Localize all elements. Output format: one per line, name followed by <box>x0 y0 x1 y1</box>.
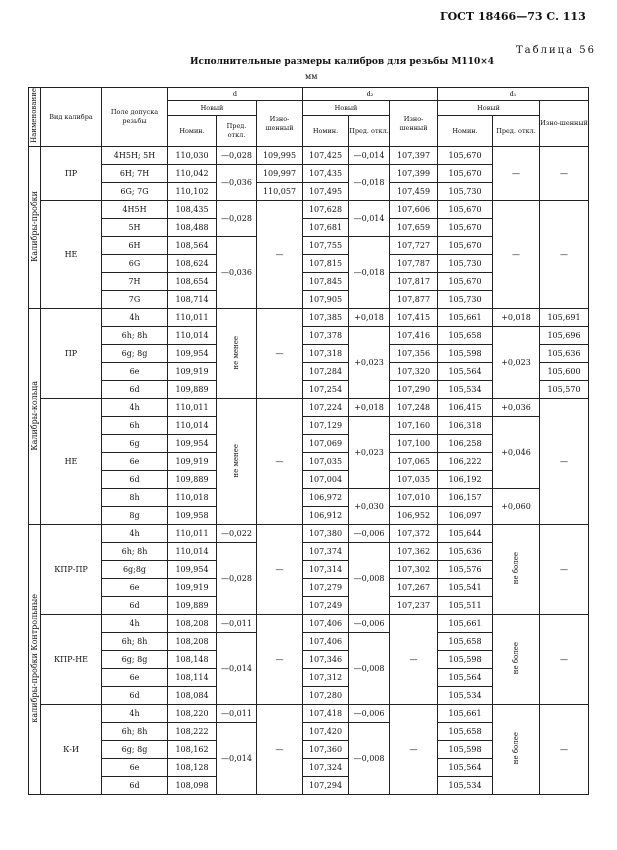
d1-nominal: 105,670 <box>438 219 493 237</box>
d2-nominal: 106,972 <box>303 489 349 507</box>
tolerance-cell: 6d <box>102 471 168 489</box>
d-nominal: 109,958 <box>168 507 217 525</box>
d-worn: — <box>257 399 303 525</box>
d2-worn: 107,237 <box>390 597 438 615</box>
d2-deviation: —0,006 <box>349 615 390 633</box>
kind-label: НЕ <box>41 201 102 309</box>
group-label: Калибры-пробки <box>29 147 41 309</box>
d2-nominal: 107,628 <box>303 201 349 219</box>
d2-worn: 107,787 <box>390 255 438 273</box>
d1-worn: 105,600 <box>540 363 589 381</box>
d2-nominal: 107,346 <box>303 651 349 669</box>
d2-worn: 107,290 <box>390 381 438 399</box>
d-nominal: 110,030 <box>168 147 217 165</box>
d1-nominal: 105,598 <box>438 651 493 669</box>
tolerance-cell: 4Н5Н; 5Н <box>102 147 168 165</box>
d2-worn: 107,399 <box>390 165 438 183</box>
d1-worn: 105,636 <box>540 345 589 363</box>
tolerance-cell: 6d <box>102 381 168 399</box>
d2-nominal: 107,318 <box>303 345 349 363</box>
header-d: d <box>168 88 303 101</box>
tolerance-cell: 8h <box>102 489 168 507</box>
d1-deviation: +0,018 <box>493 309 540 327</box>
d1-nominal: 105,670 <box>438 273 493 291</box>
d2-nominal: 107,420 <box>303 723 349 741</box>
d-worn: — <box>257 705 303 795</box>
d-nominal: 110,014 <box>168 417 217 435</box>
tolerance-cell: 7Н <box>102 273 168 291</box>
d-worn: — <box>257 525 303 615</box>
d1-worn: — <box>540 147 589 201</box>
tolerance-cell: 6h; 8h <box>102 633 168 651</box>
d1-nominal: 105,658 <box>438 723 493 741</box>
d1-nominal: 106,097 <box>438 507 493 525</box>
d2-worn: 107,320 <box>390 363 438 381</box>
d2-worn: 107,415 <box>390 309 438 327</box>
d2-nominal: 107,378 <box>303 327 349 345</box>
d2-nominal: 107,314 <box>303 561 349 579</box>
d2-nominal: 107,406 <box>303 615 349 633</box>
d2-deviation: —0,018 <box>349 165 390 201</box>
tolerance-cell: 7G <box>102 291 168 309</box>
d1-nominal: 105,670 <box>438 165 493 183</box>
d-deviation: —0,028 <box>217 543 257 615</box>
d2-worn: 107,302 <box>390 561 438 579</box>
header-worn: Изно-шенный <box>540 101 589 147</box>
header-nominal: Номин. <box>303 116 349 147</box>
d2-nominal: 107,435 <box>303 165 349 183</box>
d-nominal: 108,488 <box>168 219 217 237</box>
d1-nominal: 106,222 <box>438 453 493 471</box>
d1-worn: — <box>540 705 589 795</box>
tolerance-cell: 4h <box>102 525 168 543</box>
d2-nominal: 107,380 <box>303 525 349 543</box>
d1-worn: 105,691 <box>540 309 589 327</box>
tolerance-cell: 6e <box>102 363 168 381</box>
table-row <box>29 615 589 633</box>
d2-nominal: 107,312 <box>303 669 349 687</box>
d2-nominal: 107,755 <box>303 237 349 255</box>
header-deviation: Пред. откл. <box>349 116 390 147</box>
d-nominal: 110,011 <box>168 399 217 417</box>
d-nominal: 110,042 <box>168 165 217 183</box>
d-nominal: 108,654 <box>168 273 217 291</box>
tolerance-cell: 6G; 7G <box>102 183 168 201</box>
d1-worn: 105,696 <box>540 327 589 345</box>
d-nominal: 110,014 <box>168 327 217 345</box>
d-worn: — <box>257 201 303 309</box>
d-nominal: 108,435 <box>168 201 217 219</box>
d2-worn: 107,160 <box>390 417 438 435</box>
table-row <box>29 309 589 327</box>
table-row <box>29 705 589 723</box>
tolerance-cell: 6e <box>102 669 168 687</box>
d-nominal: 110,011 <box>168 309 217 327</box>
d-nominal: 109,954 <box>168 345 217 363</box>
d2-deviation: +0,023 <box>349 417 390 489</box>
d-worn: — <box>257 309 303 399</box>
d2-worn: 107,877 <box>390 291 438 309</box>
d1-nominal: 105,730 <box>438 291 493 309</box>
d2-nominal: 107,418 <box>303 705 349 723</box>
group-label: Калибры-кольца <box>29 309 41 525</box>
d2-nominal: 107,385 <box>303 309 349 327</box>
tolerance-cell: 4h <box>102 399 168 417</box>
d1-worn: — <box>540 615 589 705</box>
d1-worn: — <box>540 525 589 615</box>
tolerance-cell: 6d <box>102 687 168 705</box>
d1-nominal: 105,534 <box>438 687 493 705</box>
tolerance-cell: 6g; 8g <box>102 345 168 363</box>
d2-worn: 107,372 <box>390 525 438 543</box>
d-worn: 110,057 <box>257 183 303 201</box>
d2-worn: 107,817 <box>390 273 438 291</box>
d-nominal: 110,018 <box>168 489 217 507</box>
d2-deviation: —0,006 <box>349 705 390 723</box>
d-nominal: 108,128 <box>168 759 217 777</box>
tolerance-cell: 6d <box>102 777 168 795</box>
d2-worn: 107,397 <box>390 147 438 165</box>
header-worn: Изно-шенный <box>257 101 303 147</box>
dimensions-table <box>28 87 589 795</box>
d2-deviation: +0,030 <box>349 489 390 525</box>
d-nominal: 108,222 <box>168 723 217 741</box>
d1-deviation: +0,023 <box>493 327 540 399</box>
d1-nominal: 105,534 <box>438 381 493 399</box>
d-nominal: 108,098 <box>168 777 217 795</box>
table-row <box>29 525 589 543</box>
d1-nominal: 105,564 <box>438 363 493 381</box>
tolerance-cell: 6Н; 7Н <box>102 165 168 183</box>
d2-nominal: 107,069 <box>303 435 349 453</box>
kind-label: ПР <box>41 309 102 399</box>
d-deviation-note: не менее <box>217 399 257 525</box>
d2-nominal: 107,280 <box>303 687 349 705</box>
d1-worn: 105,570 <box>540 381 589 399</box>
d2-deviation: —0,006 <box>349 525 390 543</box>
d2-worn: 107,362 <box>390 543 438 561</box>
header-new: Новый <box>438 101 540 116</box>
d2-worn: — <box>390 615 438 705</box>
d-nominal: 109,919 <box>168 453 217 471</box>
d2-nominal: 106,912 <box>303 507 349 525</box>
header-d1: d₁ <box>438 88 589 101</box>
header-deviation: Пред. откл. <box>217 116 257 147</box>
tolerance-cell: 6g <box>102 435 168 453</box>
d-deviation: —0,014 <box>217 723 257 795</box>
d1-deviation-note: не более <box>493 615 540 705</box>
d2-deviation: —0,014 <box>349 147 390 165</box>
d1-nominal: 105,598 <box>438 345 493 363</box>
header-new: Новый <box>168 101 257 116</box>
tolerance-cell: 6h; 8h <box>102 543 168 561</box>
d-deviation: —0,036 <box>217 165 257 201</box>
d2-worn: 107,727 <box>390 237 438 255</box>
table-row <box>29 489 589 507</box>
d2-nominal: 107,129 <box>303 417 349 435</box>
d2-deviation: —0,008 <box>349 723 390 795</box>
d1-nominal: 105,534 <box>438 777 493 795</box>
tolerance-cell: 6e <box>102 579 168 597</box>
d2-nominal: 107,425 <box>303 147 349 165</box>
d1-nominal: 105,576 <box>438 561 493 579</box>
d1-nominal: 105,658 <box>438 327 493 345</box>
table-row <box>29 327 589 345</box>
d1-deviation-note: не более <box>493 705 540 795</box>
table-row <box>29 201 589 219</box>
d-nominal: 109,954 <box>168 561 217 579</box>
d1-nominal: 105,564 <box>438 669 493 687</box>
d2-worn: 107,459 <box>390 183 438 201</box>
tolerance-cell: 6G <box>102 255 168 273</box>
table-row <box>29 399 589 417</box>
units-label: мм <box>305 72 318 81</box>
tolerance-cell: 4h <box>102 615 168 633</box>
d-nominal: 108,208 <box>168 633 217 651</box>
d2-nominal: 107,004 <box>303 471 349 489</box>
d-nominal: 108,208 <box>168 615 217 633</box>
d2-worn: 107,010 <box>390 489 438 507</box>
d-nominal: 108,162 <box>168 741 217 759</box>
d2-deviation: —0,014 <box>349 201 390 237</box>
d2-nominal: 107,249 <box>303 597 349 615</box>
tolerance-cell: 6e <box>102 759 168 777</box>
d2-nominal: 107,374 <box>303 543 349 561</box>
d2-worn: 107,248 <box>390 399 438 417</box>
header-nominal: Номин. <box>438 116 493 147</box>
d2-nominal: 107,294 <box>303 777 349 795</box>
d1-nominal: 105,636 <box>438 543 493 561</box>
d-nominal: 108,714 <box>168 291 217 309</box>
d2-nominal: 107,681 <box>303 219 349 237</box>
d2-worn: 107,267 <box>390 579 438 597</box>
d2-nominal: 107,224 <box>303 399 349 417</box>
group-label: Контрольные калибры-пробки <box>29 525 41 795</box>
d1-deviation: +0,046 <box>493 417 540 489</box>
kind-label: КПР-ПР <box>41 525 102 615</box>
d2-worn: 107,100 <box>390 435 438 453</box>
d1-nominal: 105,598 <box>438 741 493 759</box>
d2-nominal: 107,495 <box>303 183 349 201</box>
d1-deviation: +0,060 <box>493 489 540 525</box>
d1-nominal: 105,670 <box>438 201 493 219</box>
d-deviation: —0,011 <box>217 615 257 633</box>
d-nominal: 109,919 <box>168 579 217 597</box>
d2-worn: 106,952 <box>390 507 438 525</box>
kind-label: ПР <box>41 147 102 201</box>
d2-nominal: 107,406 <box>303 633 349 651</box>
tolerance-cell: 6Н <box>102 237 168 255</box>
d-deviation: —0,028 <box>217 147 257 165</box>
kind-label: НЕ <box>41 399 102 525</box>
d1-deviation: +0,036 <box>493 399 540 417</box>
d1-nominal: 105,661 <box>438 615 493 633</box>
tolerance-cell: 6g; 8g <box>102 741 168 759</box>
d-worn: 109,995 <box>257 147 303 165</box>
tolerance-cell: 5Н <box>102 219 168 237</box>
d-deviation: —0,036 <box>217 237 257 309</box>
d-deviation: —0,028 <box>217 201 257 237</box>
d-deviation: —0,022 <box>217 525 257 543</box>
header-deviation: Пред. откл. <box>493 116 540 147</box>
d1-nominal: 106,318 <box>438 417 493 435</box>
d-nominal: 110,102 <box>168 183 217 201</box>
d1-nominal: 105,661 <box>438 705 493 723</box>
tolerance-cell: 4Н5Н <box>102 201 168 219</box>
d2-nominal: 107,284 <box>303 363 349 381</box>
tolerance-cell: 6e <box>102 453 168 471</box>
d2-worn: 107,035 <box>390 471 438 489</box>
header-worn: Изно-шенный <box>390 101 438 147</box>
d1-nominal: 105,661 <box>438 309 493 327</box>
d2-worn: 107,065 <box>390 453 438 471</box>
tolerance-cell: 6h <box>102 417 168 435</box>
d2-deviation: —0,008 <box>349 543 390 615</box>
d-deviation: —0,011 <box>217 705 257 723</box>
d2-deviation: —0,008 <box>349 633 390 705</box>
d2-worn: 107,659 <box>390 219 438 237</box>
d-nominal: 108,564 <box>168 237 217 255</box>
d1-nominal: 106,157 <box>438 489 493 507</box>
header-tolerance: Поле допуска резьбы <box>102 88 168 147</box>
kind-label: КПР-НЕ <box>41 615 102 705</box>
d2-worn: 107,356 <box>390 345 438 363</box>
d-nominal: 108,624 <box>168 255 217 273</box>
header-kind: Вид калибра <box>41 88 102 147</box>
d2-nominal: 107,905 <box>303 291 349 309</box>
d1-worn: — <box>540 201 589 309</box>
d1-nominal: 105,730 <box>438 183 493 201</box>
d1-nominal: 105,730 <box>438 255 493 273</box>
d2-deviation: +0,018 <box>349 399 390 417</box>
header-nominal: Номин. <box>168 116 217 147</box>
d2-worn: 107,416 <box>390 327 438 345</box>
d2-nominal: 107,324 <box>303 759 349 777</box>
d1-deviation: — <box>493 201 540 309</box>
d1-nominal: 105,511 <box>438 597 493 615</box>
header-new: Новый <box>303 101 390 116</box>
d1-nominal: 105,670 <box>438 237 493 255</box>
d1-nominal: 105,658 <box>438 633 493 651</box>
d1-nominal: 105,644 <box>438 525 493 543</box>
d1-nominal: 106,415 <box>438 399 493 417</box>
d-nominal: 108,084 <box>168 687 217 705</box>
table-title: Исполнительные размеры калибров для резьбы М110×4 <box>190 57 495 67</box>
d-nominal: 109,889 <box>168 381 217 399</box>
tolerance-cell: 6h; 8h <box>102 327 168 345</box>
table-number: Таблица 56 <box>516 45 596 56</box>
tolerance-cell: 6g; 8g <box>102 651 168 669</box>
tolerance-cell: 6g;8g <box>102 561 168 579</box>
d-nominal: 108,148 <box>168 651 217 669</box>
d1-nominal: 105,564 <box>438 759 493 777</box>
d2-nominal: 107,815 <box>303 255 349 273</box>
d-nominal: 110,014 <box>168 543 217 561</box>
header-d2: d₂ <box>303 88 438 101</box>
d1-nominal: 105,541 <box>438 579 493 597</box>
d-deviation: —0,014 <box>217 633 257 705</box>
tolerance-cell: 4h <box>102 309 168 327</box>
d-nominal: 110,011 <box>168 525 217 543</box>
d2-deviation: +0,023 <box>349 327 390 399</box>
d2-worn: — <box>390 705 438 795</box>
d2-nominal: 107,279 <box>303 579 349 597</box>
d-worn: — <box>257 615 303 705</box>
tolerance-cell: 6h; 8h <box>102 723 168 741</box>
d1-worn: — <box>540 399 589 525</box>
d1-nominal: 106,192 <box>438 471 493 489</box>
d-nominal: 109,954 <box>168 435 217 453</box>
d-worn: 109,997 <box>257 165 303 183</box>
d-nominal: 109,889 <box>168 597 217 615</box>
d2-worn: 107,606 <box>390 201 438 219</box>
d2-nominal: 107,035 <box>303 453 349 471</box>
d-nominal: 109,919 <box>168 363 217 381</box>
d2-deviation: —0,018 <box>349 237 390 309</box>
d2-nominal: 107,254 <box>303 381 349 399</box>
d1-nominal: 105,670 <box>438 147 493 165</box>
d2-deviation: +0,018 <box>349 309 390 327</box>
kind-label: К-И <box>41 705 102 795</box>
tolerance-cell: 4h <box>102 705 168 723</box>
d1-deviation-note: не более <box>493 525 540 615</box>
document-id: ГОСТ 18466—73 С. 113 <box>440 10 586 23</box>
d1-deviation: — <box>493 147 540 201</box>
header-name: Наименование <box>29 88 41 147</box>
d2-nominal: 107,845 <box>303 273 349 291</box>
table-row <box>29 417 589 435</box>
d-nominal: 109,889 <box>168 471 217 489</box>
d2-nominal: 107,360 <box>303 741 349 759</box>
d-deviation-note: не менее <box>217 309 257 399</box>
d-nominal: 108,220 <box>168 705 217 723</box>
d-nominal: 108,114 <box>168 669 217 687</box>
tolerance-cell: 8g <box>102 507 168 525</box>
d1-nominal: 106,258 <box>438 435 493 453</box>
tolerance-cell: 6d <box>102 597 168 615</box>
table-row <box>29 147 589 165</box>
